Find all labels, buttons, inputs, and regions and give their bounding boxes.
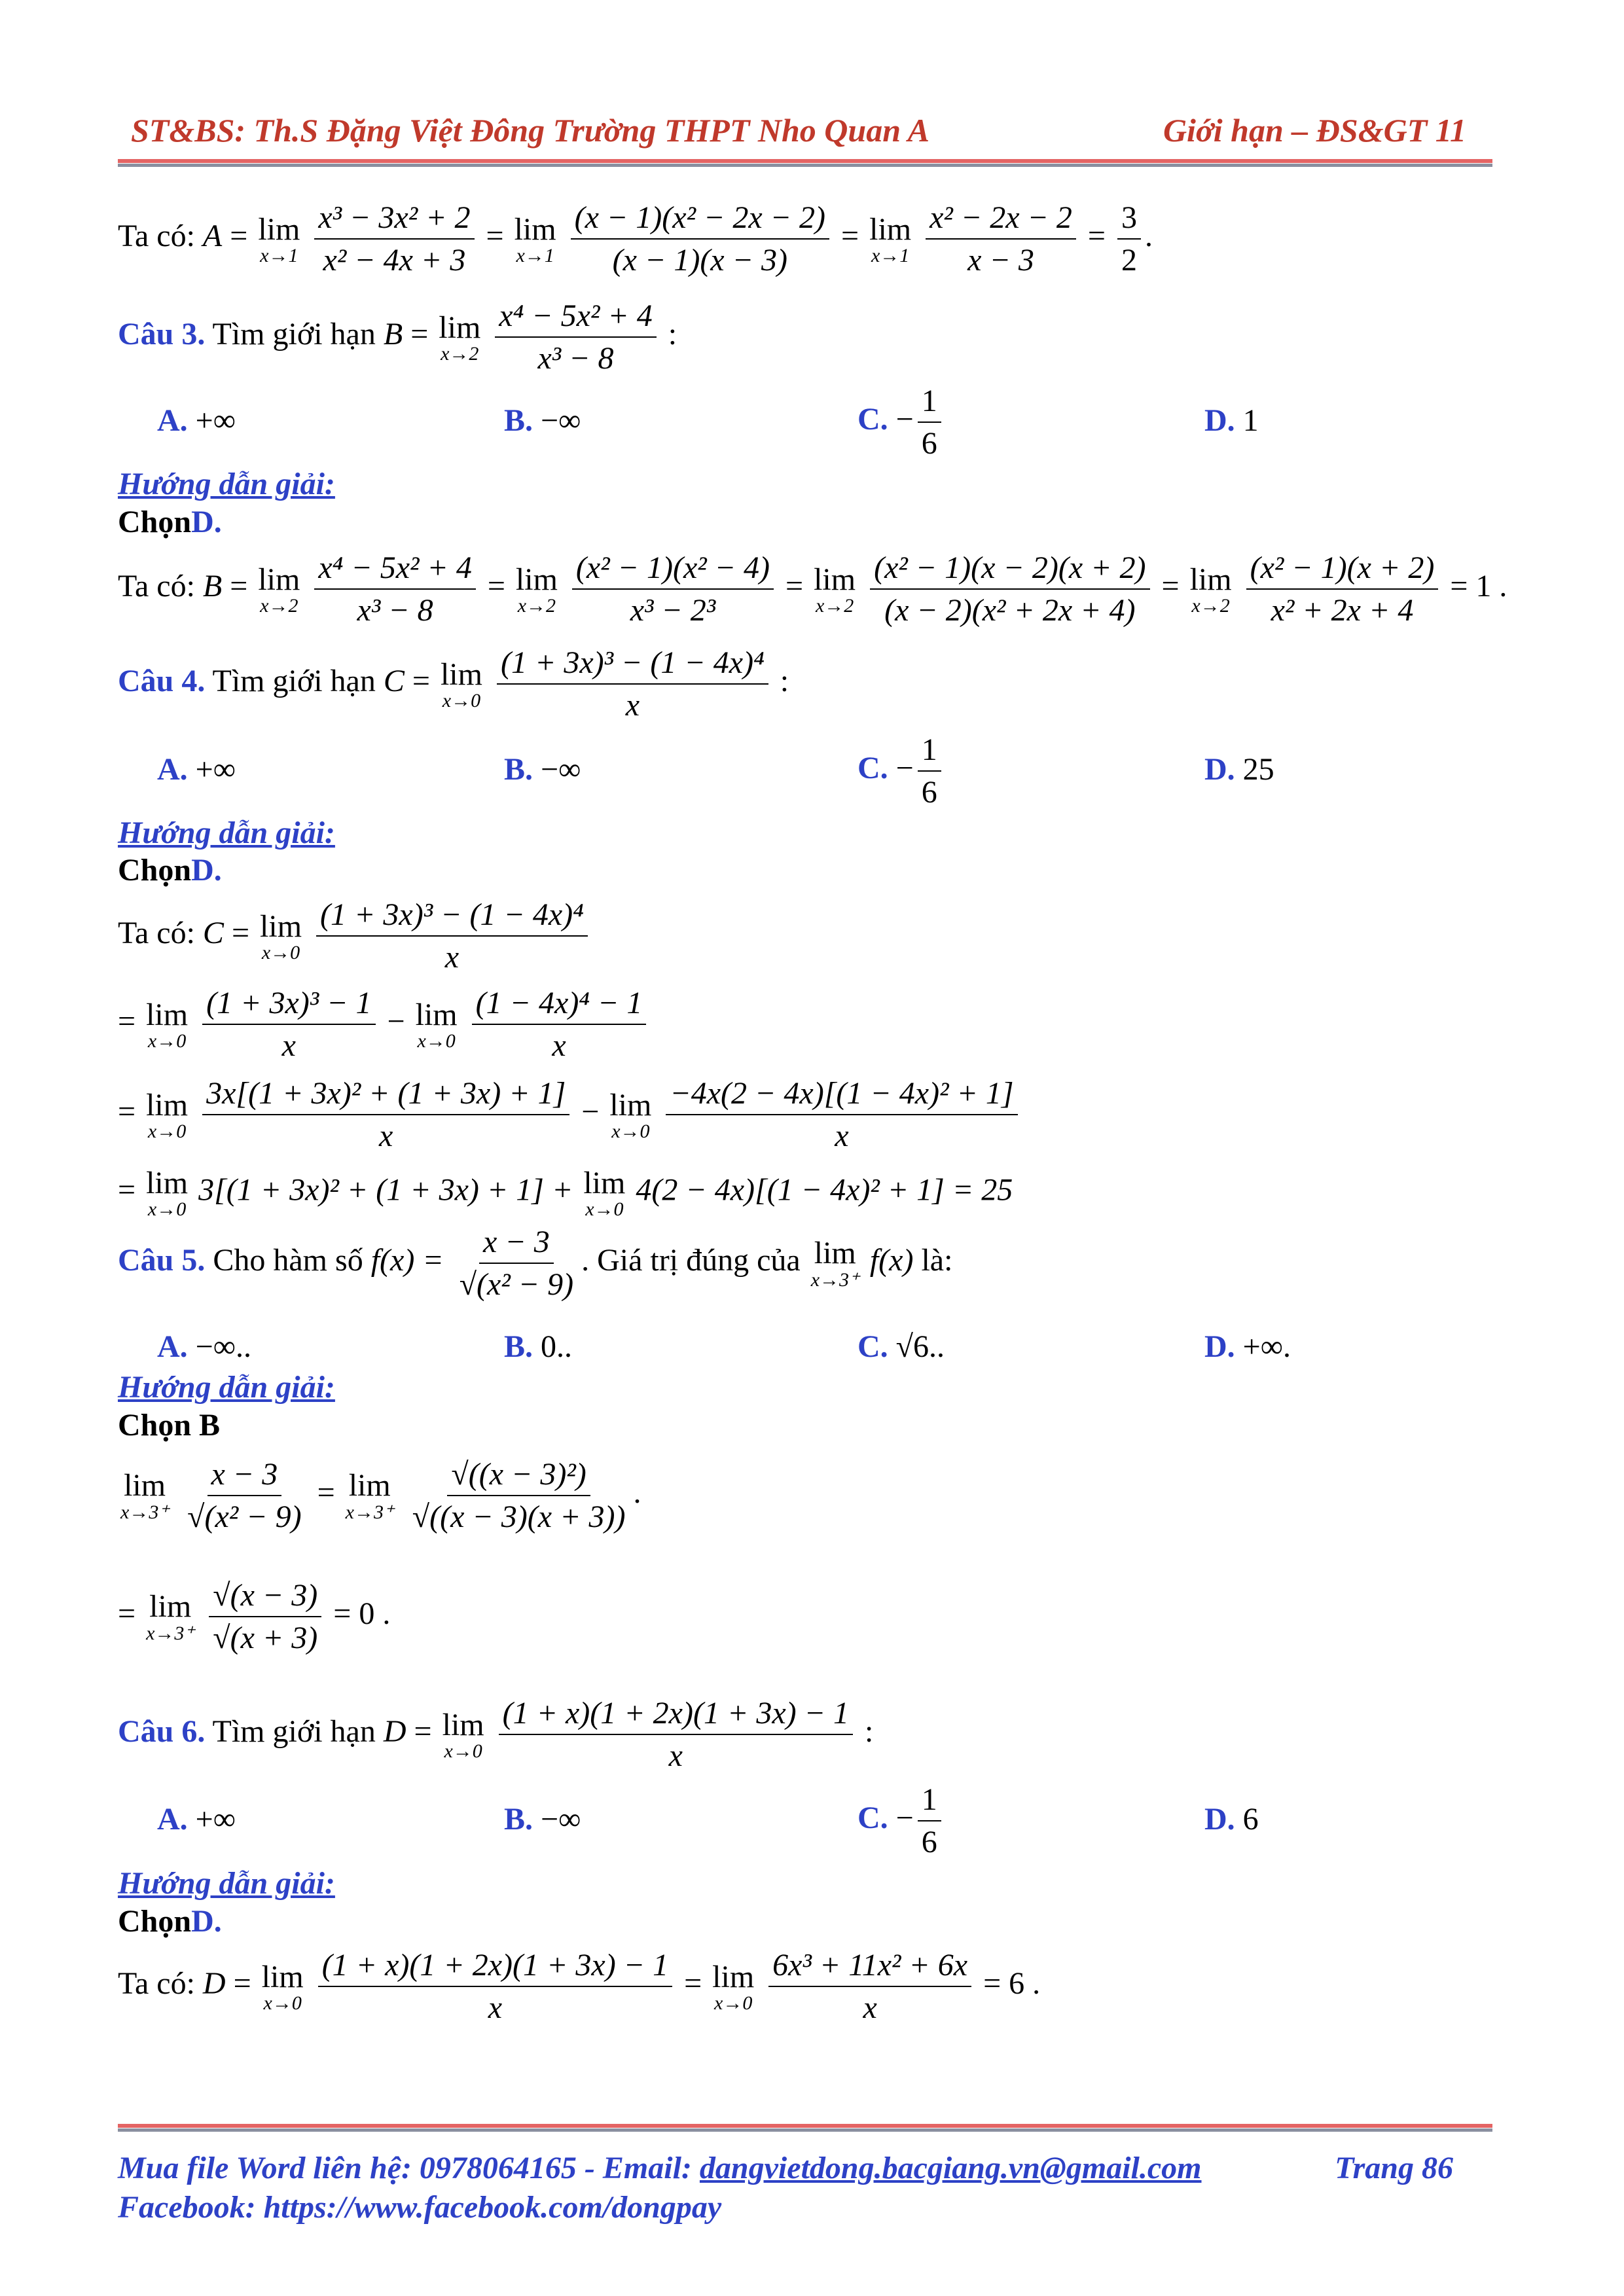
header-rule [118,159,1492,167]
q5-hint: Hướng dẫn giải: [118,1370,335,1405]
footer-line2: Facebook: https://www.facebook.com/dongpay [118,2190,722,2225]
question-3-text: Tìm giới hạn [212,317,376,352]
question-5-label: Câu 5. [118,1243,206,1278]
frac-2: $\frac{\text{(x − 1)(x² − 2x − 2)}}{(x - 1)(x - 3)}$ [571,200,829,278]
question-4-fraction: $\frac{\text{(1 + 3x)³ − (1 − 4x)⁴}}{x}$ [497,645,768,723]
question-3: Câu 3. Tìm giới hạn B = lim x→2 $\frac{\text{x⁴ − 5x² + 4}}{\text{x³ − 8}}$ : [118,298,677,376]
q6-solution: Ta có: D = lim x→0 $\frac{(1 + x)(1 + 2x)(1 + 3x) - 1}{x}$ = lim x→0 $\frac{\text{6x³ + 11x² + 6x}}{x}$ = 6 . [118,1948,1041,2025]
q4-choose: ChọnD. [118,853,222,888]
page-header [131,111,1466,157]
q5-solution-line1: lim x→3⁺ $\frac{x - 3}{\text{√(x² − 9)}}$ = lim x→3⁺ $\frac{\text{√((x − 3)²)}}{√((x - 3)(x + 3))}$ . [120,1457,641,1534]
q6-option-c[interactable]: C. − $\frac{1}{6}$ [857,1782,945,1860]
question-5-fraction: $\frac{x - 3}{\text{√(x² − 9)}}$ [459,1225,574,1302]
lim-3: lim x→1 [869,211,912,266]
q3-option-d[interactable]: D. 1 [1204,403,1259,438]
q6-option-b[interactable]: B. −∞ [504,1802,581,1837]
q4-option-c[interactable]: C. − $\frac{1}{6}$ [857,732,945,810]
q3-option-c[interactable]: C. − $\frac{1}{6}$ [857,383,945,461]
q3-solution: Ta có: B = lim x→2 $\frac{\text{x⁴ − 5x² + 4}}{\text{x³ − 8}}$ = lim x→2 $\frac{\text{(x² − 1)(x² − 4)}}{\text{x³ − 2³}}$ = lim x→2 $\frac{\text{(x² − 1)(x − 2)(x + 2)}}{\text{(x − 2)(x² + 2x + 4)}}$ = lim x→2 $\frac{\text{(x² − 1)(x + 2)}}{\text{x² + 2x + 4}}$ = 1 . [118,550,1507,628]
question-4: Câu 4. Tìm giới hạn C = lim x→0 $\frac{\text{(1 + 3x)³ − (1 − 4x)⁴}}{x}$ : [118,645,789,723]
q4-option-d[interactable]: D. 25 [1204,752,1274,787]
q6-option-d[interactable]: D. 6 [1204,1802,1259,1837]
question-5: Câu 5. Cho hàm số f(x) = $\frac{x - 3}{\text{√(x² − 9)}}$ . Giá trị đúng của lim x→3⁺ f(x) là: [118,1225,953,1302]
q5-choose: Chọn B [118,1408,221,1443]
question-4-label: Câu 4. [118,664,206,699]
q5-option-b[interactable]: B. 0.. [504,1329,573,1364]
q4-solution-line1: Ta có: C = lim x→0 $\frac{\text{(1 + 3x)³ − (1 − 4x)⁴}}{x}$ [118,897,592,975]
header-right: Giới hạn – ĐS&GT 11 [1163,112,1466,149]
question-3-label: Câu 3. [118,317,206,352]
q6-hint: Hướng dẫn giải: [118,1866,335,1901]
lim-2: lim x→1 [514,211,556,266]
page-number: Trang 86 [1335,2151,1453,2185]
question-3-fraction: $\frac{\text{x⁴ − 5x² + 4}}{\text{x³ − 8}}$ [495,298,656,376]
frac-1: $\frac{\text{x³ − 3x² + 2}}{\text{x² − 4x + 3}}$ [314,200,474,278]
q5-option-a[interactable]: A. −∞.. [157,1329,251,1364]
question-6-fraction: $\frac{(1 + x)(1 + 2x)(1 + 3x) - 1}{x}$ [499,1695,853,1774]
q3-hint: Hướng dẫn giải: [118,467,335,501]
frac-result: $\frac{3}{2}$ [1117,200,1141,278]
frac-3: $\frac{\text{x² − 2x − 2}}{x - 3}$ [926,200,1076,278]
footer-email-link[interactable]: dangvietdong.bacgiang.vn@gmail.com [699,2151,1202,2185]
lim-1: lim x→1 [258,211,300,266]
q4-hint: Hướng dẫn giải: [118,816,335,850]
question-6: Câu 6. Tìm giới hạn D = lim x→0 $\frac{(1 + x)(1 + 2x)(1 + 3x) - 1}{x}$ : [118,1696,874,1773]
q6-option-a[interactable]: A. +∞ [157,1802,236,1837]
q3-choose: ChọnD. [118,505,222,539]
q5-option-d[interactable]: D. +∞. [1204,1329,1291,1364]
q6-choose: ChọnD. [118,1904,222,1939]
footer-line1: Mua file Word liên hệ: 0978064165 - Email: dangvietdong.bacgiang.vn@gmail.com Trang 86 [118,2151,1453,2185]
intro-prefix: Ta có: [118,219,195,254]
q4-solution-line4: = lim x→0 3[(1 + 3x)² + (1 + 3x) + 1] + lim x→0 4(2 − 4x)[(1 − 4x)² + 1] = 25 [118,1166,1013,1220]
q4-solution-line3: = lim x→0 $\frac{\text{3x[(1 + 3x)² + (1 + 3x) + 1]}}{x}$ − lim x→0 $\frac{\text{−4x(2 − 4x)[(1 − 4x)² + 1]}}{x}$ [118,1075,1022,1154]
q3-option-b[interactable]: B. −∞ [504,403,581,438]
footer-rule [118,2124,1492,2132]
q4-solution-line2: = lim x→0 $\frac{\text{(1 + 3x)³ − 1}}{x}$ − lim x→0 $\frac{\text{(1 − 4x)⁴ − 1}}{x}$ [118,985,650,1064]
q3-option-a[interactable]: A. +∞ [157,403,236,438]
q5-solution-line2: = lim x→3⁺ $\frac{√(x - 3)}{√(x + 3)}$ = 0 . [118,1578,391,1655]
intro-line: Ta có: A = lim x→1 $\frac{\text{x³ − 3x² + 2}}{\text{x² − 4x + 3}}$ = lim x→1 $\frac{\text{(x − 1)(x² − 2x − 2)}}{(x - 1)(x - 3)}$ = lim x→1 $\frac{\text{x² − 2x − 2}}{x - 3}$ = $\frac{3}{2}$ . [118,200,1153,278]
question-6-label: Câu 6. [118,1714,206,1749]
q5-option-c[interactable]: C. √6.. [857,1329,945,1364]
intro-lhs: A [202,219,223,254]
header-left: ST&BS: Th.S Đặng Việt Đông Trường THPT Nho Quan A [131,112,929,149]
q4-option-a[interactable]: A. +∞ [157,752,236,787]
q4-option-b[interactable]: B. −∞ [504,752,581,787]
